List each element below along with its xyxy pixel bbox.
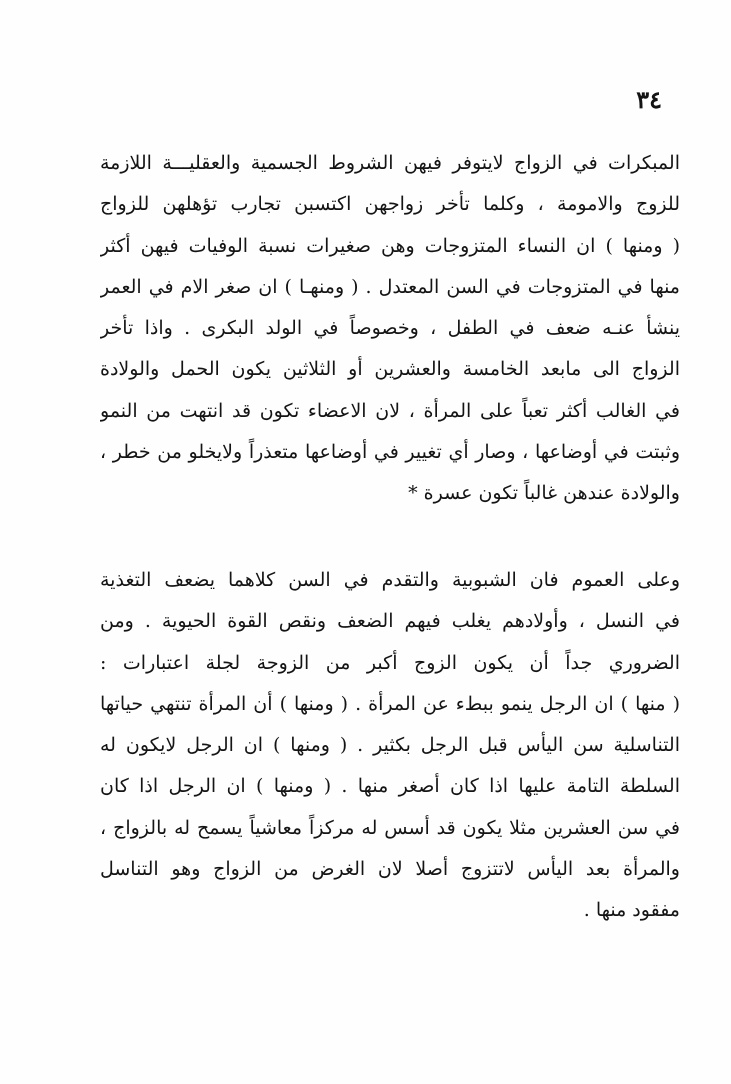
paragraph-line: في النسل ، وأولادهم يغلب فيهم الضعف ونقص القوة الحيوية . ومن <box>100 610 680 633</box>
paragraph-line: السلطة التامة عليها اذا كان أصغر منها . ( ومنها ) ان الرجل اذا كان <box>100 775 680 798</box>
page-number: ٣٤ <box>636 85 662 114</box>
paragraph-line: ( منها ) ان الرجل ينمو ببطء عن المرأة . ( ومنها ) أن المرأة تنتهي حياتها <box>100 692 680 715</box>
paragraph-line: ( ومنها ) ان النساء المتزوجات وهن صغيرات نسبة الوفيات فيهن أكثر <box>100 234 680 257</box>
paragraph-line: في سن العشرين مثلا يكون قد أسس له مركزاً معاشياً يسمح له بالزواج ، <box>100 816 680 839</box>
paragraph-line: الضروري جداً أن يكون الزوج أكبر من الزوجة لجلة اعتبارات : <box>100 651 680 674</box>
paragraph-line: للزوج والامومة ، وكلما تأخر زواجهن اكتسبن تجارب تؤهلهن للزواج <box>100 193 680 216</box>
paragraph-line: والولادة عندهن غالباً تكون عسرة * <box>408 482 680 505</box>
paragraph-line: الزواج الى مابعد الخامسة والعشرين أو الثلاثين يكون الحمل والولادة <box>100 358 680 381</box>
paragraph-1 <box>100 143 680 515</box>
paragraph-line: المبكرات في الزواج لايتوفر فيهن الشروط الجسمية والعقليـــة اللازمة <box>100 152 680 174</box>
paragraph-line: وثبتت في أوضاعها ، وصار أي تغيير في أوضاعها متعذراً ولايخلو من خطر ، <box>100 441 680 464</box>
paragraph-line: التناسلية سن اليأس قبل الرجل بكثير . ( ومنها ) ان الرجل لايكون له <box>100 734 680 757</box>
paragraph-line: وعلى العموم فان الشبوبية والتقدم في السن كلاهما يضعف التغذية <box>100 569 680 591</box>
paragraph-line: في الغالب أكثر تعباً على المرأة ، لان الاعضاء تكون قد انتهت من النمو <box>100 399 680 422</box>
paragraph-line: والمرأة بعد اليأس لاتتزوج أصلا لان الغرض من الزواج وهو التناسل <box>100 858 680 881</box>
paragraph-line: منها في المتزوجات في السن المعتدل . ( ومنهـا ) ان صغر الام في العمر <box>100 275 680 298</box>
paragraph-line: ينشأ عنـه ضعف في الطفل ، وخصوصاً في الولد البكرى . واذا تأخر <box>100 317 680 340</box>
paragraph-line: مفقود منها . <box>583 899 680 922</box>
paragraph-2 <box>100 560 680 932</box>
